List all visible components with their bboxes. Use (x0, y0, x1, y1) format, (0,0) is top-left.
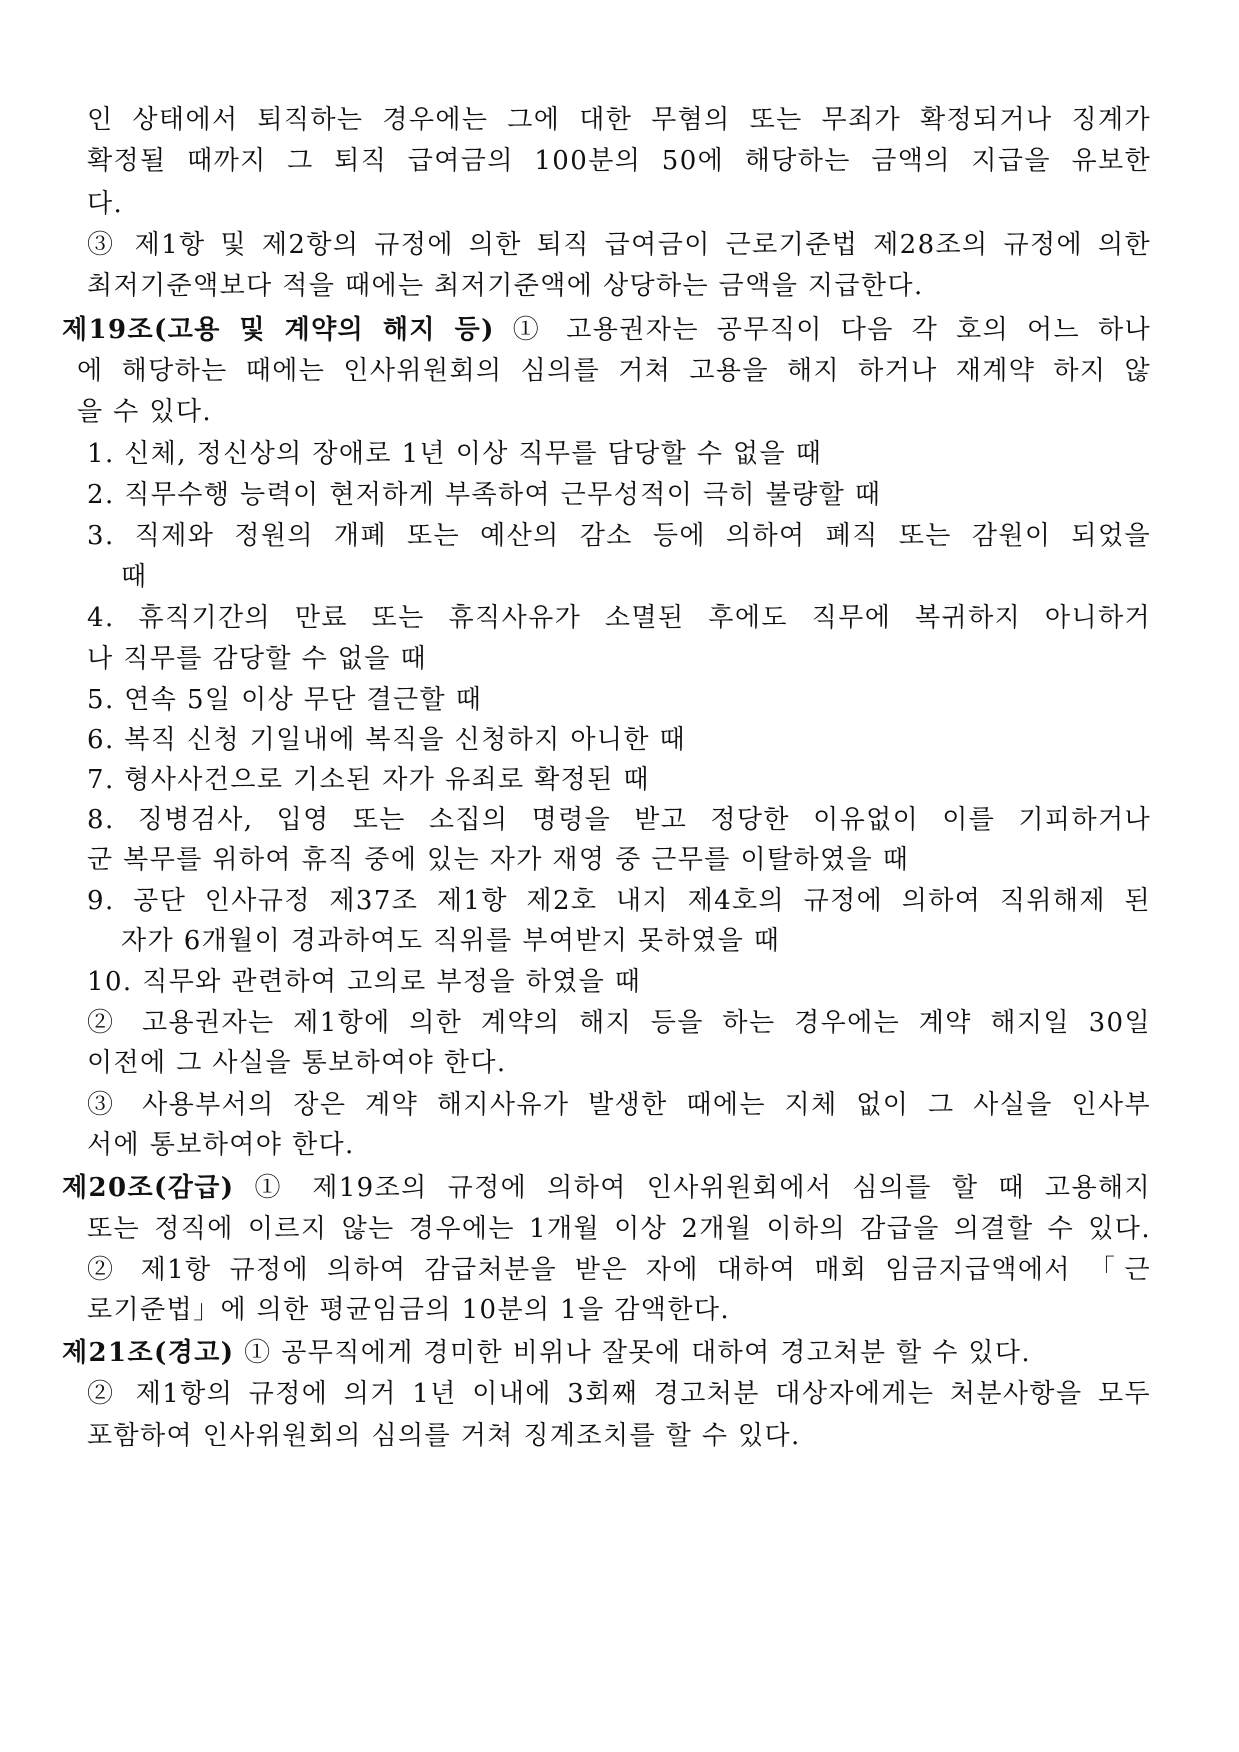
article-19-line: 에 해당하는 때에는 인사위원회의 심의를 거쳐 고용을 해지 하거나 재계약 하지 않 (77, 356, 1151, 386)
article-21-paragraph-1-start: ① 공무직에게 경미한 비위나 잘못에 대하여 경고처분 할 수 있다. (244, 1338, 1032, 1368)
article-19-paragraph-3-line: 서에 통보하여야 한다. (87, 1130, 355, 1160)
article-21-paragraph-2-line: 포함하여 인사위원회의 심의를 거쳐 징계조치를 할 수 있다. (87, 1421, 801, 1451)
text-line: 다. (87, 189, 124, 219)
article-19-first-line (62, 312, 1151, 348)
article-20-paragraph-2-line: 로기준법」에 의한 평균임금의 10분의 1을 감액한다. (87, 1295, 731, 1325)
list-item-continuation: 군 복무를 위하여 휴직 중에 있는 자가 재영 중 근무를 이탈하였을 때 (87, 845, 910, 875)
list-item: 9. 공단 인사규정 제37조 제1항 제2호 내지 제4호의 규정에 의하여 직위해제 된 (87, 886, 1151, 916)
article-19-paragraph-1-start: ① 고용권자는 공무직이 다음 각 호의 어느 하나 (512, 315, 1151, 345)
list-item-continuation: 자가 6개월이 경과하여도 직위를 부여받지 못하였을 때 (121, 926, 781, 956)
text-line: 확정될 때까지 그 퇴직 급여금의 100분의 50에 해당하는 금액의 지급을 유보한 (87, 146, 1151, 176)
list-item: 3. 직제와 정원의 개폐 또는 예산의 감소 등에 의하여 폐직 또는 감원이 되었을 (87, 521, 1151, 551)
text-line: 인 상태에서 퇴직하는 경우에는 그에 대한 무혐의 또는 무죄가 확정되거나 징계가 (87, 105, 1151, 135)
article-19-line: 을 수 있다. (77, 397, 213, 427)
list-item: 7. 형사사건으로 기소된 자가 유죄로 확정된 때 (87, 765, 650, 795)
article-21-paragraph-2-line: ② 제1항의 규정에 의거 1년 이내에 3회째 경고처분 대상자에게는 처분사항을 모두 (87, 1379, 1151, 1409)
article-19-heading: 제19조(고용 및 계약의 해지 등) (62, 315, 495, 345)
list-item: 1. 신체, 정신상의 장애로 1년 이상 직무를 담당할 수 없을 때 (87, 439, 823, 469)
list-item: 2. 직무수행 능력이 현저하게 부족하여 근무성적이 극히 불량할 때 (87, 480, 882, 510)
article-20-first-line (62, 1170, 1151, 1206)
paragraph-3-line: 최저기준액보다 적을 때에는 최저기준액에 상당하는 금액을 지급한다. (87, 271, 924, 301)
article-19-paragraph-3-line: ③ 사용부서의 장은 계약 해지사유가 발생한 때에는 지체 없이 그 사실을 인사부 (87, 1090, 1151, 1120)
list-item-continuation: 나 직무를 감당할 수 없을 때 (87, 644, 427, 674)
article-20-paragraph-1-start: ① 제19조의 규정에 의하여 인사위원회에서 심의를 할 때 고용해지 (254, 1173, 1151, 1203)
article-20-line: 또는 정직에 이르지 않는 경우에는 1개월 이상 2개월 이하의 감급을 의결할 수 있다. (87, 1214, 1151, 1244)
list-item: 10. 직무와 관련하여 고의로 부정을 하였을 때 (87, 967, 642, 997)
list-item: 6. 복직 신청 기일내에 복직을 신청하지 아니한 때 (87, 725, 687, 755)
list-item: 4. 휴직기간의 만료 또는 휴직사유가 소멸된 후에도 직무에 복귀하지 아니하거 (87, 603, 1151, 633)
article-20-paragraph-2-line: ② 제1항 규정에 의하여 감급처분을 받은 자에 대하여 매회 임금지급액에서 「근 (87, 1255, 1151, 1285)
article-21-first-line (62, 1335, 1031, 1371)
list-item: 5. 연속 5일 이상 무단 결근할 때 (87, 685, 483, 715)
article-20-heading: 제20조(감급) (62, 1173, 235, 1203)
paragraph-3-line: ③ 제1항 및 제2항의 규정에 의한 퇴직 급여금이 근로기준법 제28조의 규정에 의한 (87, 230, 1151, 260)
article-19-paragraph-2-line: ② 고용권자는 제1항에 의한 계약의 해지 등을 하는 경우에는 계약 해지일 30일 (87, 1008, 1151, 1038)
article-21-heading: 제21조(경고) (62, 1338, 235, 1368)
list-item-continuation: 때 (121, 562, 148, 592)
list-item: 8. 징병검사, 입영 또는 소집의 명령을 받고 정당한 이유없이 이를 기피하거나 (87, 805, 1151, 835)
article-19-paragraph-2-line: 이전에 그 사실을 통보하여야 한다. (87, 1048, 507, 1078)
